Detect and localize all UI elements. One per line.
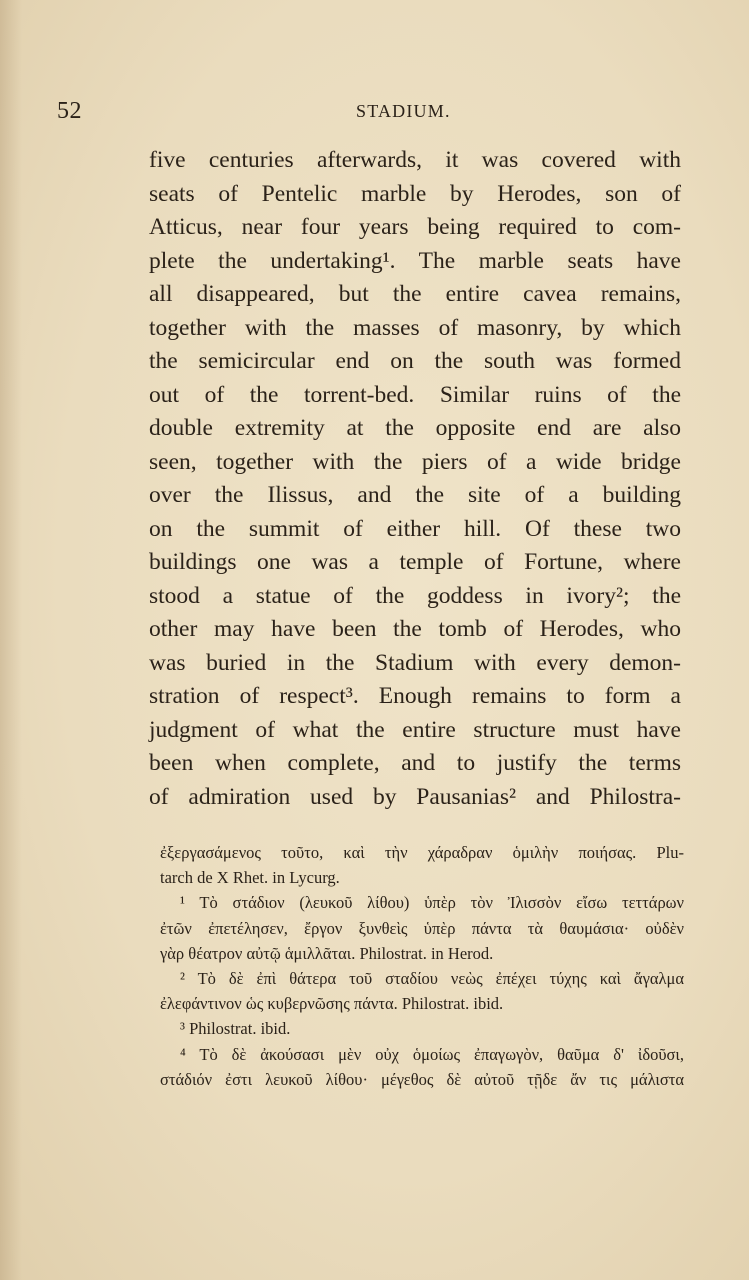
footnote-line: ² Τὸ δὲ ἐπὶ θάτερα τοῦ σταδίου νεὼς ἐπέχει τύχης καὶ ἄγαλμα xyxy=(180,968,684,988)
body-line: together with the masses of masonry, by which xyxy=(149,314,681,341)
running-head: STADIUM. xyxy=(356,101,451,121)
body-line: judgment of what the entire structure must have xyxy=(149,716,681,743)
footnote-line: ἐλεφάντινον ὡς κυβερνῶσης πάντα. Philostrat. ibid. xyxy=(160,994,504,1014)
body-line: five centuries afterwards, it was covered with xyxy=(149,147,681,173)
body-line: of admiration used by Pausanias² and Philostra- xyxy=(149,783,681,810)
body-text xyxy=(149,144,681,814)
body-line: the semicircular end on the south was formed xyxy=(149,348,681,374)
body-line: other may have been the tomb of Herodes, who xyxy=(149,616,681,642)
footnote-line: ¹ Τὸ στάδιον (λευκοῦ λίθου) ὑπὲρ τὸν Ἰλισσὸν εἴσω τεττάρων xyxy=(180,893,684,913)
footnote-line: tarch de X Rhet. in Lycurg. xyxy=(160,868,340,888)
footnote-line: ⁴ Τὸ δὲ ἀκούσασι μὲν οὐχ ὁμοίως ἐπαγωγὸν, θαῦμα δ' ἰδοῦσι, xyxy=(180,1044,684,1064)
footnote-line: ἐξεργασάμενος τοῦτο, καὶ τὴν χάραδραν ὁμιλὴν ποιήσας. Plu- xyxy=(160,843,684,862)
body-line: double extremity at the opposite end are also xyxy=(149,415,681,441)
body-line: over the Ilissus, and the site of a building xyxy=(149,482,681,508)
footnote-line: γὰρ θέατρον αὐτῷ ἁμιλλᾶται. Philostrat. in Herod. xyxy=(160,943,494,963)
page-gutter-shadow xyxy=(0,0,22,1280)
body-line: seats of Pentelic marble by Herodes, son of xyxy=(149,180,681,207)
body-line: on the summit of either hill. Of these two xyxy=(149,515,681,542)
body-line: plete the undertaking¹. The marble seats have xyxy=(149,247,681,274)
body-line: was buried in the Stadium with every demon- xyxy=(149,649,681,676)
body-line: seen, together with the piers of a wide bridge xyxy=(149,448,681,475)
body-line: stration of respect³. Enough remains to form a xyxy=(149,683,681,709)
footnote-line: ἐτῶν ἐπετέλησεν, ἔργον ξυνθεὶς ὑπὲρ πάντα τὰ θαυμάσια· οὐδὲν xyxy=(160,918,684,938)
body-line: buildings one was a temple of Fortune, where xyxy=(149,549,681,575)
footnote-line: ³ Philostrat. ibid. xyxy=(180,1019,291,1039)
body-line: Atticus, near four years being required to com- xyxy=(149,214,681,240)
body-line: stood a statue of the goddess in ivory²; the xyxy=(149,582,681,609)
body-line: been when complete, and to justify the terms xyxy=(149,750,681,776)
page-number: 52 xyxy=(57,98,82,124)
footnotes xyxy=(160,840,684,1092)
footnote-line: στάδιόν ἐστι λευκοῦ λίθου· μέγεθος δὲ αὐτοῦ τῇδε ἄν τις μάλιστα xyxy=(160,1069,684,1089)
body-line: all disappeared, but the entire cavea remains, xyxy=(149,281,681,307)
body-line: out of the torrent-bed. Similar ruins of the xyxy=(149,381,681,408)
